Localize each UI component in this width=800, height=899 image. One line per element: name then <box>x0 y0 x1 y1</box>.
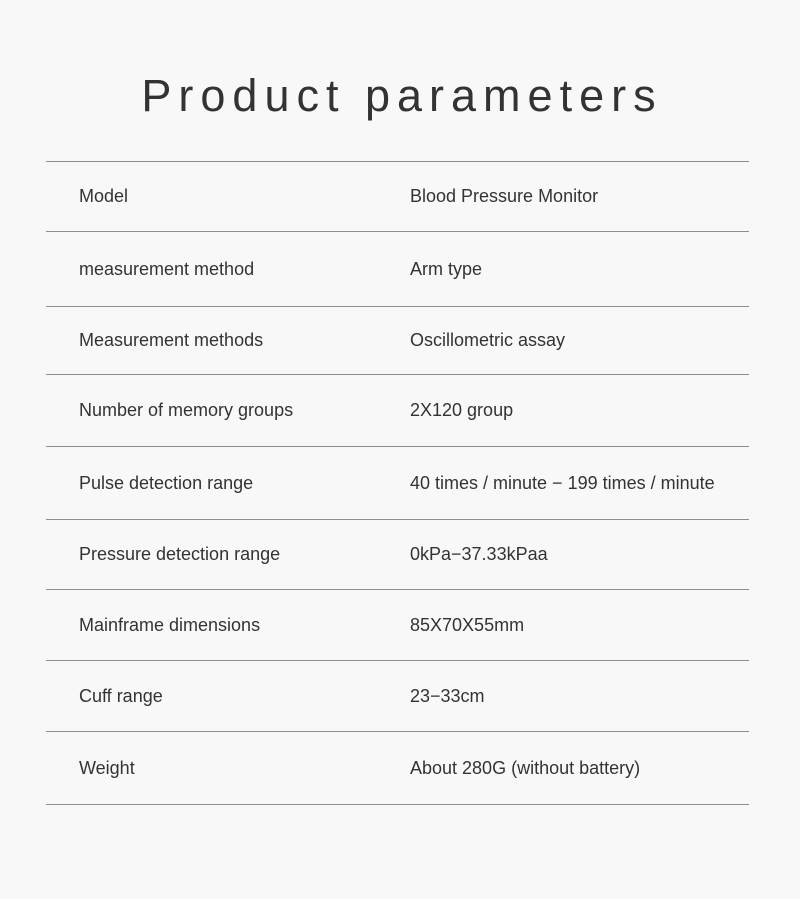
parameter-value: 2X120 group <box>410 400 514 420</box>
table-row <box>46 520 749 590</box>
parameter-label: Cuff range <box>79 685 163 706</box>
parameter-value: Blood Pressure Monitor <box>410 186 599 206</box>
parameter-value: 40 times / minute − 199 times / minute <box>410 472 715 493</box>
table-row <box>46 307 749 375</box>
page-title: Product parameters <box>141 70 663 121</box>
parameter-label: Mainframe dimensions <box>79 614 261 635</box>
table-row <box>46 232 749 307</box>
parameter-value: 23−33cm <box>410 685 485 706</box>
parameter-value: Oscillometric assay <box>410 330 566 350</box>
table-row <box>46 447 749 520</box>
parameter-label: Pulse detection range <box>79 472 254 493</box>
table-row <box>46 590 749 661</box>
table-row <box>46 732 749 805</box>
parameters-table <box>46 161 749 805</box>
parameter-label: Number of memory groups <box>79 400 294 420</box>
parameter-label: Measurement methods <box>79 330 264 350</box>
table-row <box>46 661 749 732</box>
parameter-value: About 280G (without battery) <box>410 757 641 778</box>
parameter-label: Model <box>79 186 129 206</box>
parameter-value: 0kPa−37.33kPaa <box>410 544 548 564</box>
table-row <box>46 162 749 232</box>
parameter-label: Pressure detection range <box>79 544 281 564</box>
parameter-value: 85X70X55mm <box>410 614 525 635</box>
table-row <box>46 375 749 447</box>
parameter-value: Arm type <box>410 258 483 279</box>
parameter-label: Weight <box>79 757 135 778</box>
parameter-label: measurement method <box>79 258 255 279</box>
